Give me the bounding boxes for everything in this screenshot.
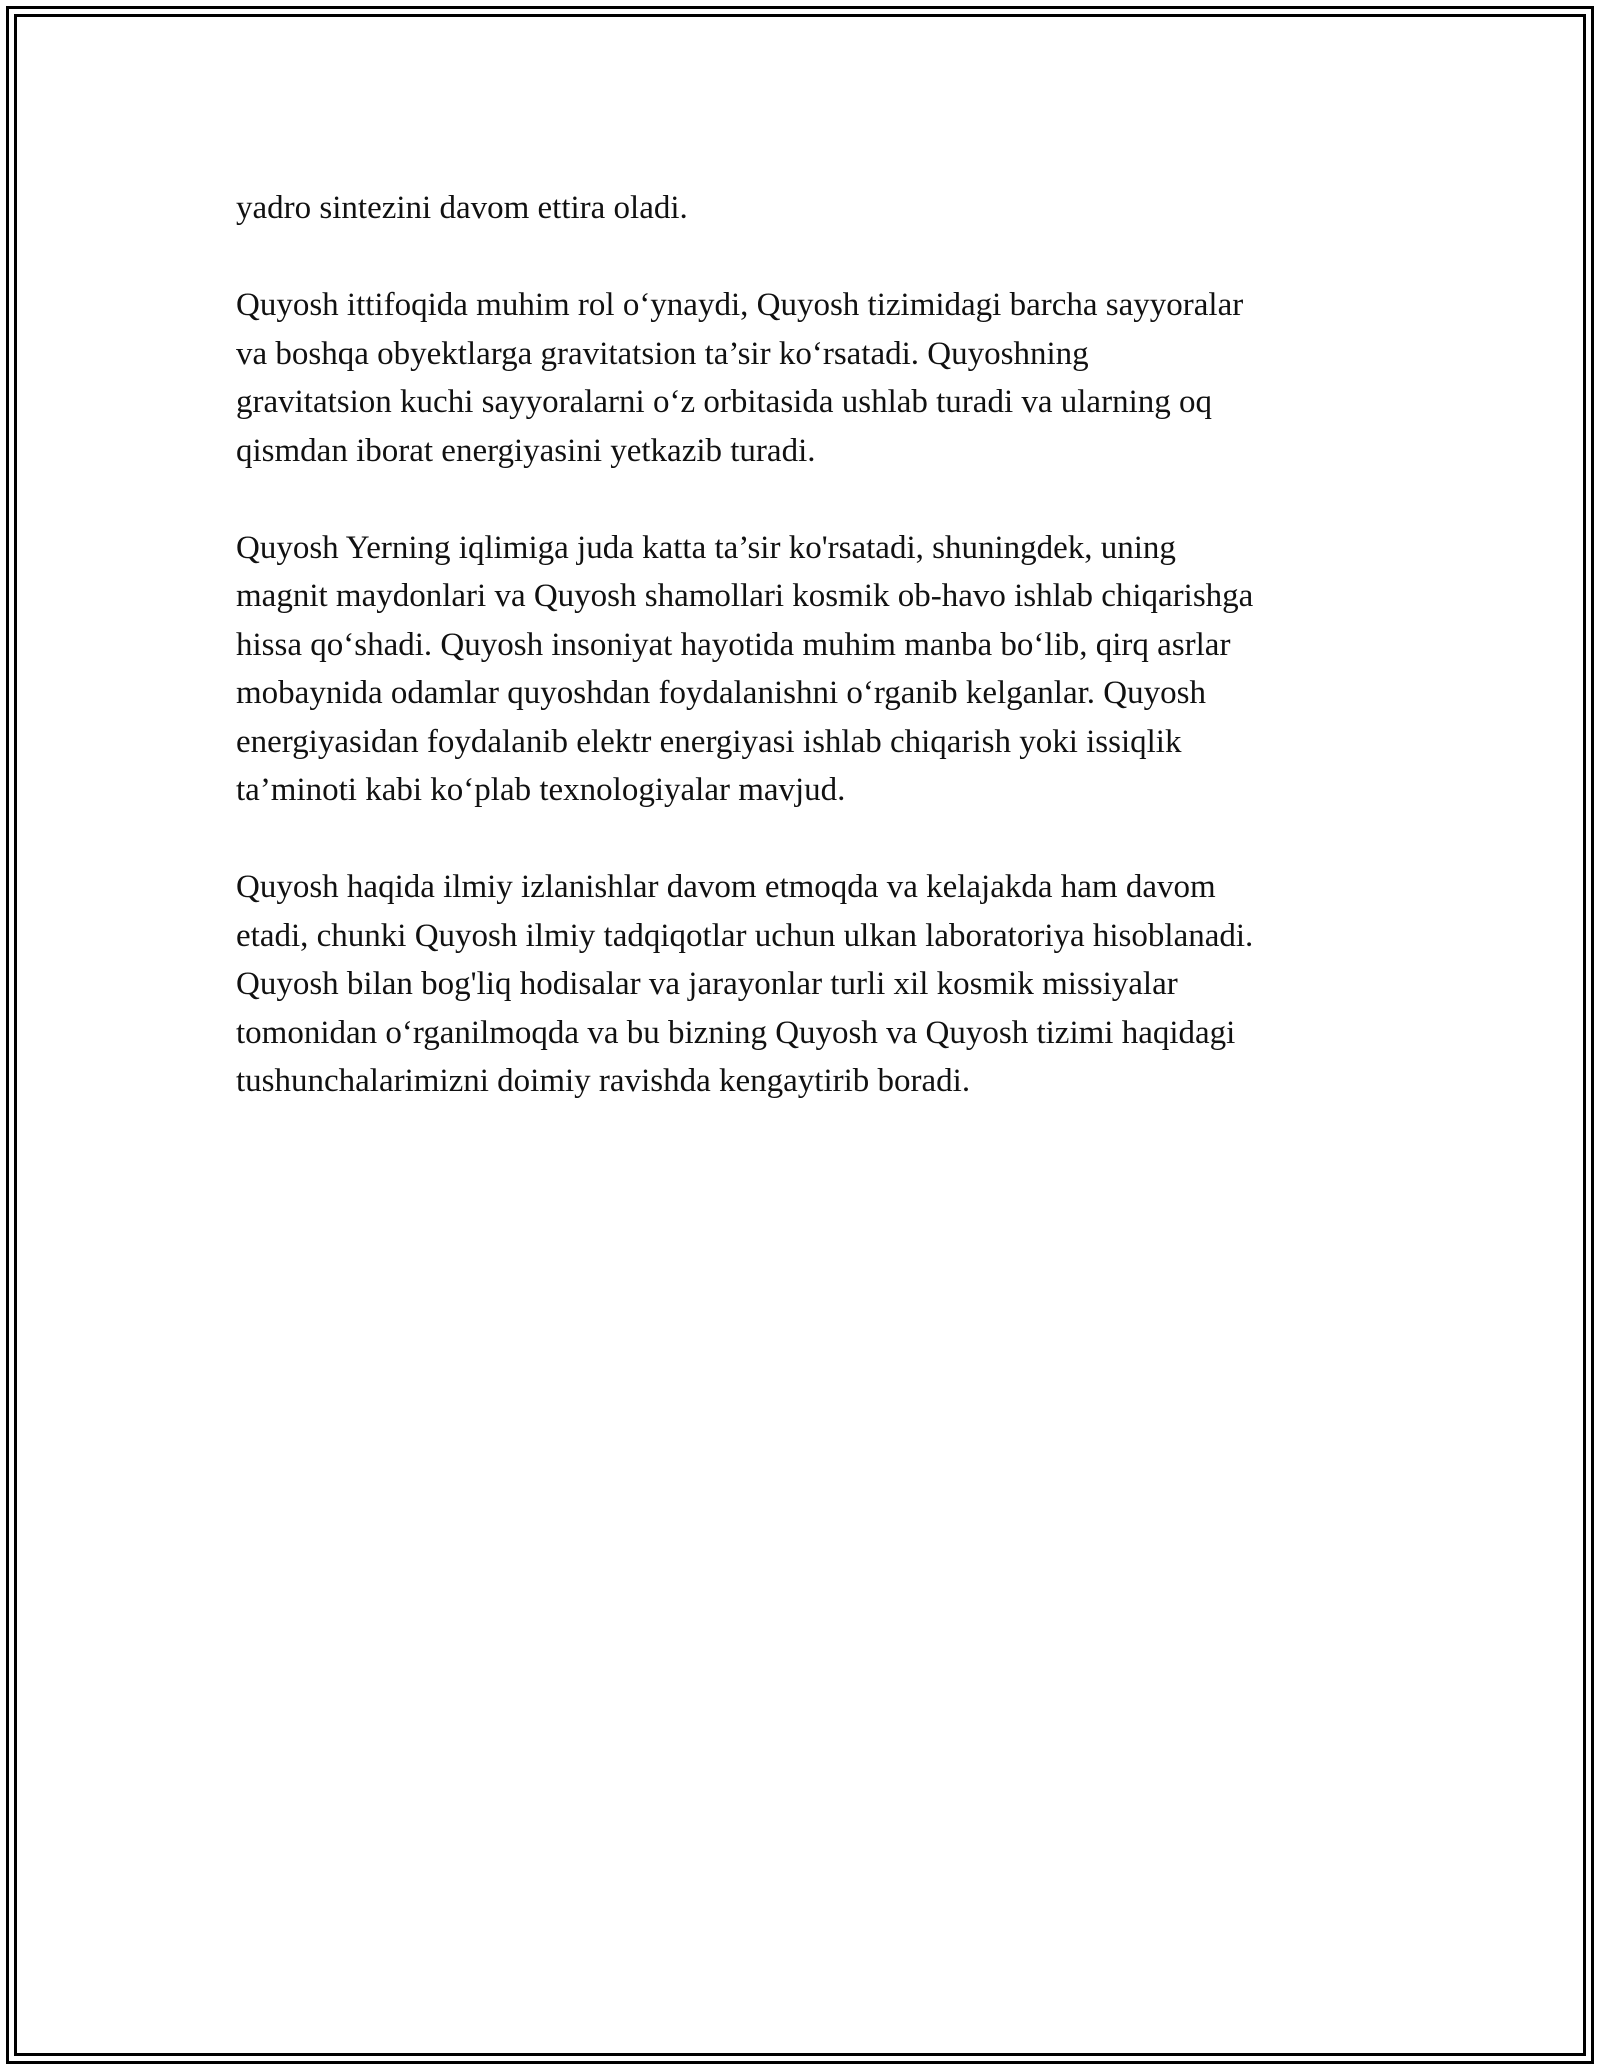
paragraph-1 <box>236 184 1406 233</box>
text-line: gravitatsion kuchi sayyoralarni o‘z orbitasida ushlab turadi va ularning oq <box>236 384 1212 420</box>
text-line: tomonidan o‘rganilmoqda va bu bizning Quyosh va Quyosh tizimi haqidagi <box>236 1014 1236 1051</box>
text-line: mobaynida odamlar quyoshdan foydalanishni o‘rganib kelganlar. Quyosh <box>236 675 1206 711</box>
text-line: qismdan iborat energiyasini yetkazib turadi. <box>236 432 816 469</box>
text-line: va boshqa obyektlarga gravitatsion ta’sir ko‘rsatadi. Quyoshning <box>236 335 1089 372</box>
text-line: Quyosh Yerning iqlimiga juda katta ta’sir ko'rsatadi, shuningdek, uning <box>236 529 1176 566</box>
text-line: etadi, chunki Quyosh ilmiy tadqiqotlar uchun ulkan laboratoriya hisoblanadi. <box>236 917 1254 954</box>
text-line: magnit maydonlari va Quyosh shamollari kosmik ob-havo ishlab chiqarishga <box>236 578 1254 614</box>
text-line: energiyasidan foydalanib elektr energiyasi ishlab chiqarish yoki issiqlik <box>236 723 1182 760</box>
paragraph-4 <box>236 863 1406 1106</box>
text-line: tushunchalarimizni doimiy ravishda kengaytirib boradi. <box>236 1063 971 1099</box>
text-line: Quyosh ittifoqida muhim rol o‘ynaydi, Quyosh tizimidagi barcha sayyoralar <box>236 287 1244 323</box>
text-line: hissa qo‘shadi. Quyosh insoniyat hayotida muhim manba bo‘lib, qirq asrlar <box>236 626 1231 663</box>
paragraph-3 <box>236 524 1406 815</box>
text-line: ta’minoti kabi ko‘plab texnologiyalar mavjud. <box>236 772 846 808</box>
document-body <box>236 184 1406 1154</box>
paragraph-2 <box>236 281 1406 475</box>
text-line: yadro sintezini davom ettira oladi. <box>236 190 688 226</box>
text-line: Quyosh haqida ilmiy izlanishlar davom etmoqda va kelajakda ham davom <box>236 869 1216 905</box>
text-line: Quyosh bilan bog'liq hodisalar va jarayonlar turli xil kosmik missiyalar <box>236 966 1178 1002</box>
